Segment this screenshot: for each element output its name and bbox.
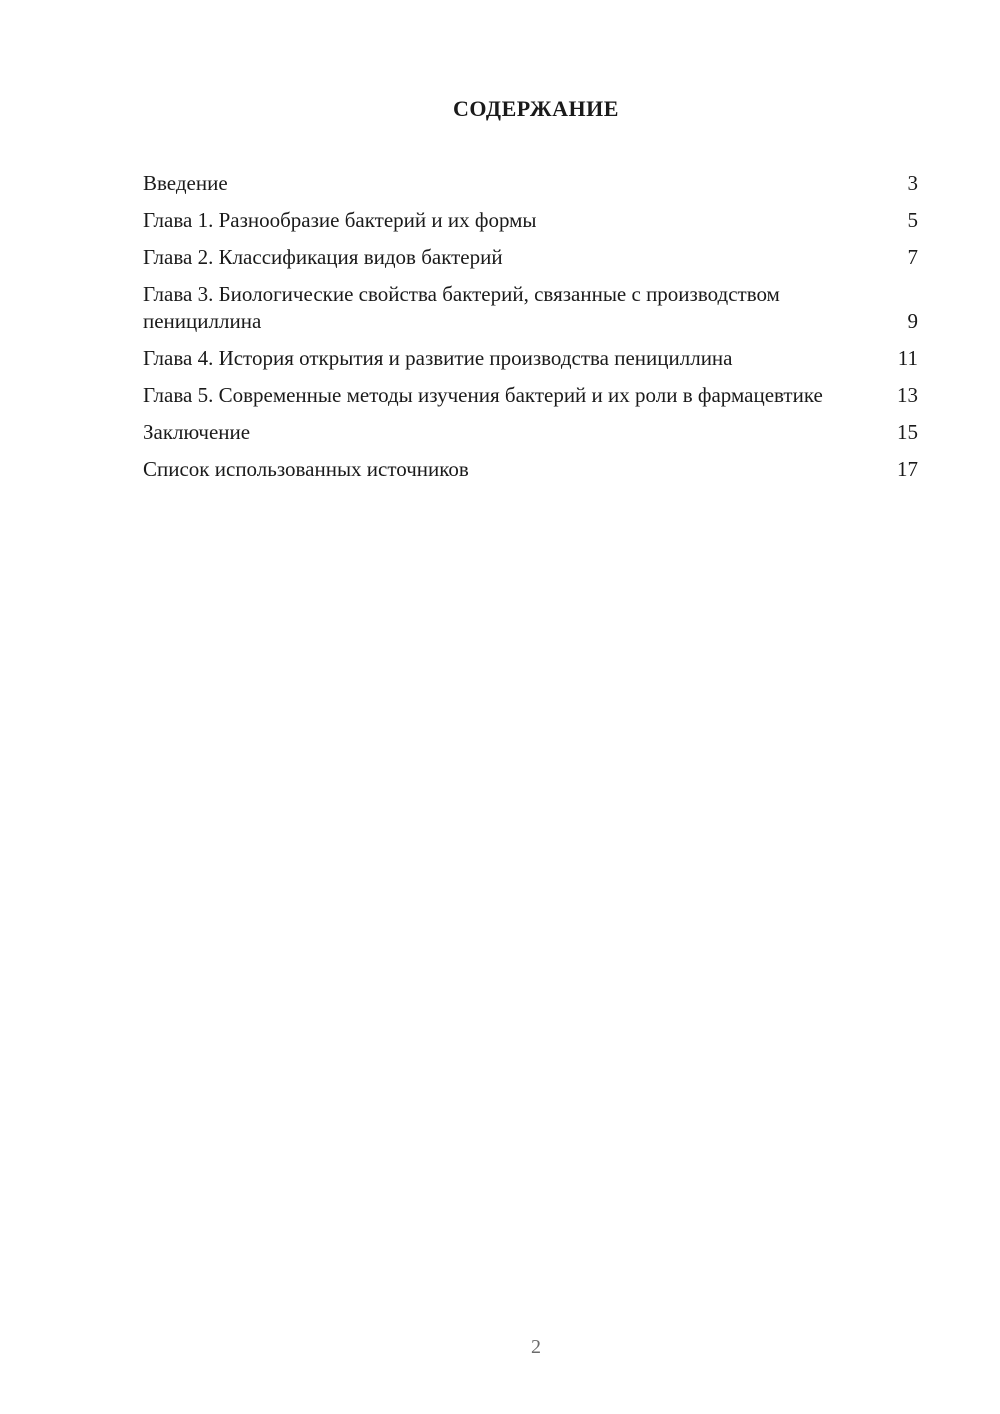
toc-item-page: 11	[897, 346, 918, 370]
table-of-contents	[143, 170, 918, 493]
toc-item-text: Введение	[143, 171, 228, 195]
toc-item-text: Глава 2. Классификация видов бактерий	[143, 245, 503, 269]
toc-item-page: 15	[897, 420, 918, 444]
toc-item-chapter-4	[143, 345, 918, 372]
toc-item-conclusion	[143, 419, 918, 446]
toc-item-text: Глава 1. Разнообразие бактерий и их формы	[143, 208, 537, 232]
toc-item-text: Глава 3. Биологические свойства бактерий, связанные с производством пенициллина	[143, 282, 780, 333]
toc-item-page: 9	[907, 309, 918, 333]
toc-item-chapter-3	[143, 281, 918, 335]
toc-item-text: Заключение	[143, 420, 251, 444]
toc-item-page: 7	[907, 245, 918, 269]
toc-item-page: 17	[897, 457, 918, 481]
toc-item-text: Список использованных источников	[143, 457, 469, 481]
toc-item-page: 3	[907, 171, 918, 195]
toc-item-text: Глава 5. Современные методы изучения бактерий и их роли в фармацевтике	[143, 383, 823, 407]
toc-item-chapter-2	[143, 244, 918, 271]
toc-item-introduction	[143, 170, 918, 197]
toc-item-text: Глава 4. История открытия и развитие производства пенициллина	[143, 346, 733, 370]
toc-item-chapter-1	[143, 207, 918, 234]
toc-item-page: 13	[897, 383, 918, 407]
toc-title: СОДЕРЖАНИЕ	[453, 96, 619, 121]
toc-item-references	[143, 456, 918, 483]
page-number: 2	[531, 1336, 541, 1358]
toc-item-chapter-5	[143, 382, 918, 409]
toc-item-page: 5	[907, 208, 918, 232]
